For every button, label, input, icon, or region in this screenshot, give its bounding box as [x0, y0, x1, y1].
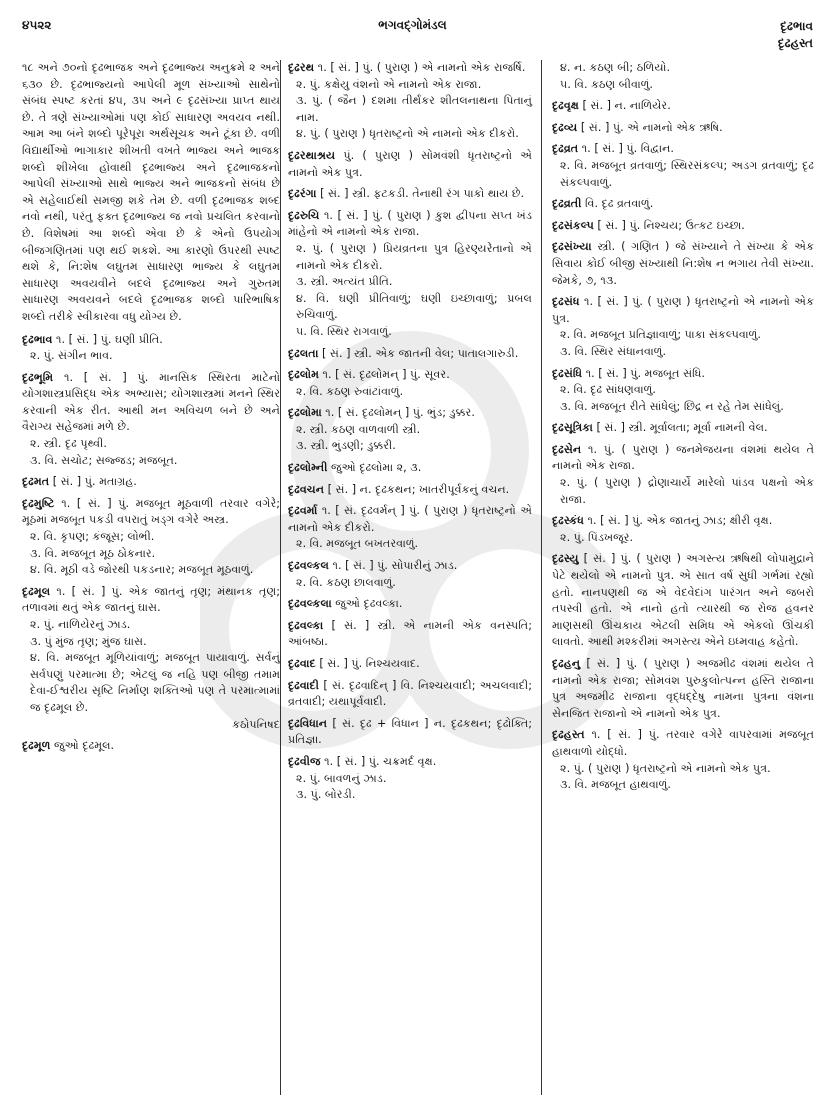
entry-sense: જુઓ દૃઢમૂલ.	[54, 739, 115, 753]
entry-sense: ૨. વિ. કઠણ રુવાંટાંવાળું.	[296, 384, 404, 398]
entry-sense: ૫. વિ. સ્થિર રાગવાળું.	[296, 324, 392, 338]
entry-sense: વિ. દૃઢ વ્રતવાળું.	[584, 197, 654, 211]
entry-sense: ૨. વિ. દૃઢ સાંધણવાળું.	[560, 383, 656, 397]
entry-headword: દૃઢભાવ	[22, 332, 53, 346]
entry-sense: જુઓ દૃઢવલ્કા.	[335, 597, 403, 611]
entry-sense: ૧. [ સં. ] પું. ( પુરાણ ) એ નામનો એક રાજર્ષિ.	[317, 61, 526, 74]
entry-headword: દૃઢવ્રતી	[552, 197, 582, 211]
column-1	[22, 60, 280, 760]
dictionary-entry	[288, 346, 532, 363]
entry-sense: ૨. વિ. મજબૂત વ્રતવાળું; સ્થિરસંકલ્પ; અડગ વ્રતવાળું; દૃઢ સંકલ્પવાળું.	[560, 158, 814, 189]
entry-sense: ૧. [ સં. ] પું. ઘણી પ્રીતિ.	[56, 332, 163, 346]
entry-headword: દૃઢમત	[22, 475, 50, 489]
entry-sense: ૪. પું. ( પુરાણ ) ધૃતરાષ્ટ્રનો એ નામનો એક દીકરો.	[296, 127, 519, 141]
entry-sense: [ સં. ] ન. દૃઢકથન; ખાતરીપૂર્વકનું વચન.	[327, 482, 510, 496]
guide-words	[778, 18, 813, 52]
entry-sense: ૩. વિ. મજબૂત રીતે સાંધેલું; છિદ્ર ન રહે તેમ સાંધેલું.	[560, 399, 784, 413]
entry-sense: ૪. વિ. મજબૂત મૂળિયાંવાળું; મજબૂત પાયાવાળું. સર્વનું સર્વપણું પરમાત્મા છે; એટલું જ નહિ પણ બીજી તમામ દેવા-ઈશ્વરીય સૃષ્ટિ નિર્માણ શક્તિઓ પણ તે પરમાત્મામાં જ દૃઢમૂલ છે.	[30, 651, 280, 714]
entry-sense: ૩. સ્ત્રી. ભુંડણી; ડુક્કરી.	[296, 439, 396, 453]
guide-word-last: દૃઢહસ્ત	[777, 36, 813, 50]
dictionary-entry	[552, 239, 814, 289]
quote-source: કઠોપનિષદ	[232, 717, 280, 731]
entry-sense: જુઓ દૃઢલોમા ૨, ૩.	[330, 461, 422, 475]
entry-headword: દૃઢલતા	[288, 346, 319, 360]
entry-headword: દૃઢરુચિ	[288, 208, 320, 222]
entry-sense: ૩. સ્ત્રી. અત્યંત પ્રીતિ.	[296, 275, 393, 289]
entry-sense: ૧. [ સં. ] પું. માનસિક સ્થિરતા માટેનો યોગશાસ્ત્રપ્રસિદ્ધ એક અભ્યાસ; યોગશાસ્ત્રમાં મનને સ્થિર કરવાની એક રીત. આથી મન અવિચળ બને છે અને વૈરાગ્ય સહેજમાં મળે છે.	[22, 370, 280, 434]
entry-headword: દૃઢસંધ	[552, 295, 580, 309]
entry-headword: દૃઢમૂલ	[22, 584, 51, 598]
entry-sense: ૩. વિ. મજબૂત હાથવાળું.	[560, 778, 671, 792]
guide-word-first: દૃઢભાવ	[780, 19, 813, 33]
entry-headword: દૃઢવલ્કા	[288, 618, 324, 632]
dictionary-entry	[288, 208, 532, 341]
entry-sense: ૧. [ સં. ] પું. ચક્રમર્દ વૃક્ષ.	[324, 754, 437, 768]
entry-sense: ૧. [ સં. ] પું. ( પુરાણ ) ધૃતરાષ્ટ્રનો એ નામનો એક પુત્ર.	[552, 295, 814, 325]
entry-headword: દૃઢલોમ	[288, 368, 319, 382]
entry-sense: ૨. સ્ત્રી. કઠણ વાળવાળી સ્ત્રી.	[296, 422, 421, 436]
entry-sense: સ્ત્રી. ( ગણિત ) જે સંખ્યાને તે સંખ્યા કે એક સિવાય કોઈ બીજી સંખ્યાથી નિ:શેષ ન ભગાય તેવી સંખ્યા. જેમકે, ૭, ૧૩.	[552, 240, 814, 287]
entry-sense: ૨. પું. ( પુરાણ ) પ્રિયવ્રતના પુત્ર હિરણ્યરેતાનો એ નામનો એક દીકરો.	[296, 241, 532, 272]
entry-headword: દૃઢસ્યુ	[552, 552, 579, 566]
dictionary-entry	[552, 294, 814, 360]
entry-sense: [ સં. ] પું. નિશ્ચયવાદ.	[319, 657, 420, 670]
dictionary-entry	[22, 332, 280, 365]
intro-paragraph: ૧૮ અને ૭૦નો દૃઢભાજક અને દૃઢભાજ્ય અનુક્રમે ૨ અને ૬૩૦ છે. દૃઢભાજ્યનો આપેલી મૂળ સંખ્યાઓ સાથેનો સંબંધ સ્પષ્ટ કરતાં ૪૫, ૩૫ અને ૯ દૃઢસંખ્યા પ્રાપ્ત થાય છે. તે ત્રણે સંખ્યાઓમાં પણ કોઈ સાધારણ અવયવ નથી. આમ આ બંને શબ્દો પૂરેપૂરા અર્થસૂચક અને ટૂંકા છે. વળી વિદ્યાર્થીઓ ભાગાકાર શીખતી વખતે ભાજ્ય અને ભાજક શબ્દો શીખેલા હોવાથી દૃઢભાજ્ય અને દૃઢભાજકનો આપેલી સંખ્યાઓ સાથે ભાજ્ય અને ભાજકનો સંબંધ છે એ સહેલાઈથી સમજી શકે તેમ છે. વળી દૃઢભાજક શબ્દ નવો નથી, પરંતુ ફક્ત દૃઢભાજ્ય જ નવો પ્રચલિત કરવાનો છે. વિશેષમાં આ શબ્દો એવા છે કે એનો ઉપયોગ બીજગણિતમાં પણ થઈ શકશે. આ કારણો ઉપરથી સ્પષ્ટ થશે કે, નિ:શેષ લઘુતમ સાધારણ ભાજ્ય કે લઘુતમ સાધારણ અવયવીને બદલે દૃઢભાજ્ય અને ગુરુતમ સાધારણ અવયવને બદલે દૃઢભાજક શબ્દો પારિભાષિક શબ્દો તરીકે સ્વીકારવા વધુ યોગ્ય છે.	[22, 61, 280, 323]
dictionary-entry	[552, 513, 814, 546]
entry-sense: ૧. [ સં. ] પું. મજબૂત મૂઠવાળી તરવાર વગેરે; મૂઠમાં મજબૂત પકડી વપરાતું ખડ્ગ વગેરે અસ્ત્ર.	[22, 496, 281, 527]
dictionary-entry	[22, 584, 280, 733]
entry-headword: દૃઢમૂળ	[22, 739, 51, 753]
dictionary-entry	[552, 98, 814, 115]
dictionary-entry	[552, 551, 814, 651]
entry-sense: ૨. પું. કક્ષેયુ વંશનો એ નામનો એક રાજા.	[296, 77, 482, 91]
dictionary-entry	[288, 482, 532, 499]
entry-headword: દૃઢસૂત્રિકા	[552, 421, 593, 435]
dictionary-entry	[22, 370, 280, 470]
entry-sense: ૨. વિ. મજબૂત પ્રતિજ્ઞાવાળું; પાકા સંકલ્પવાળું.	[560, 328, 761, 342]
entry-headword: દૃઢસંકલ્પ	[552, 218, 594, 232]
entry-headword: દૃઢવ્ય	[552, 120, 578, 134]
entry-sense: ૧. [ સં. ] પું. તરવાર વગેરે વાપરવામાં મજબૂત હાથવાળો યોદ્ધો.	[552, 728, 814, 758]
dictionary-entry	[552, 218, 814, 235]
dictionary-entry	[552, 656, 814, 722]
entry-headword: દૃઢવલ્કલા	[288, 597, 332, 611]
entry-sense: ૧. [ સં. ] પું. એક જાતનું તૃણ; મંથાનક તૃણ; તળાવમાં થતું એક જાતનું ઘાસ.	[22, 584, 280, 615]
entry-sense: [ સં. ] પું. મતાગ્રહ.	[52, 475, 137, 489]
entry-headword: દૃઢવીજ	[288, 754, 321, 768]
dictionary-entry	[288, 678, 532, 711]
dictionary-entry	[288, 716, 532, 749]
dictionary-entry	[552, 727, 814, 793]
entry-headword: દૃઢરથ	[288, 61, 315, 74]
entry-sense: [ સં. ] સ્ત્રી. મૂર્વાલતા; મૂર્વા નામની વેલ.	[596, 421, 768, 435]
entry-sense: [ સં. ] સ્ત્રી. એક જાતની વેલ; પાતાલગારુડી.	[322, 346, 519, 360]
entry-sense: ૧. [ સં. ] પું. એક જાતનું ઝાડ; ક્ષીરી વૃક્ષ.	[587, 514, 773, 528]
column-2	[288, 60, 532, 809]
entry-sense: ૨. પું. ( પુરાણ ) દ્રોણાચાર્યે મારેલો પાંડવ પક્ષનો એક રાજા.	[560, 476, 814, 506]
dictionary-entry	[288, 460, 532, 477]
column-divider	[280, 60, 281, 1095]
entry-sense: ૧. [ સં. દૃઢવર્મન્ ] પું. ( પુરાણ ) ધૃતરાષ્ટ્રનો એ નામનો એક દીકરો.	[288, 504, 532, 534]
entry-sense: [ સં. દૃઢવાદિન્ ] વિ. નિશ્ચયવાદી; અચલવાદી; વ્રતવાદી; યથાપૂર્વવાદી.	[288, 678, 532, 709]
entry-sense: [ સં. ] પું. એ નામનો એક ઋષિ.	[580, 120, 723, 134]
column-3	[552, 60, 814, 799]
entry-sense: ૨. સ્ત્રી. દૃઢ પૃથ્વી.	[30, 437, 107, 451]
entry-sense: ૪. વિ. ઘણી પ્રીતિવાળું; ઘણી ઇચ્છાવાળું; પ્રબલ રુચિવાળું.	[296, 291, 532, 322]
dictionary-entry	[22, 738, 280, 755]
dictionary-entry	[552, 442, 814, 508]
entry-headword: દૃઢવિધાન	[288, 716, 328, 730]
dictionary-entry	[288, 656, 532, 673]
entry-headword: દૃઢવલ્કલ	[288, 559, 329, 573]
entry-sense: ૩. પું મુંજ તૃણ; મુંજ ઘાસ.	[30, 634, 147, 648]
page-number: ૪૫૨૨	[22, 18, 52, 32]
entry-headword: દૃઢવાદી	[288, 678, 319, 692]
entry-headword: દૃઢવ્રત	[552, 142, 579, 156]
entry-sense: ૨. પું. બાવળનું ઝાડ.	[296, 771, 387, 785]
entry-sense: ૨. વિ. મજબૂત બખતરવાળું.	[296, 537, 419, 551]
entry-sense: ૨. પું. સંગીન ભાવ.	[30, 349, 113, 363]
dictionary-entry	[288, 148, 532, 181]
entry-sense: ૨. પું. નાળિયેરનું ઝાડ.	[30, 618, 131, 631]
entry-sense: ૩. પું. બોરડી.	[296, 788, 356, 802]
entry-headword: દૃઢભૂમિ	[22, 370, 54, 384]
dictionary-entry	[288, 405, 532, 455]
column-divider	[541, 60, 542, 1095]
entry-headword: દૃઢરથાશ્રય	[288, 148, 336, 162]
entry-headword: દૃઢહસ્ત	[552, 728, 585, 742]
entry-sense: ૩. વિ. સ્થિર સંધાનવાળું.	[560, 344, 667, 358]
entry-headword: દૃઢવચન	[288, 482, 325, 496]
dictionary-entry	[552, 196, 814, 213]
entry-sense: [ સં. ] પું. ( પુરાણ ) અજમીઢ વંશમાં થયેલ તે નામનો એક રાજા; સોમવંશ પુરુકુલોત્પન્ન હસ્તિ રાજાના પુત્ર અજમીઢ રાજાના વૃદ્ધદ્દેષુ નામના પુત્રના વંશના સેનજિત રાજાનો એ નામનો એક પુત્ર.	[552, 657, 814, 720]
dictionary-entry	[288, 754, 532, 804]
dictionary-entry	[288, 367, 532, 400]
entry-headword: દૃઢમુષ્ટિ	[22, 496, 55, 510]
entry-sense: ૧. [ સં. ] પું. ( પુરાણ ) કુશ દ્વીપના સપ્ત ખંડ માંહેનો એ નામનો એક રાજા.	[288, 208, 532, 239]
entry-headword: દૃઢલોમા	[288, 406, 322, 420]
dictionary-entry	[288, 60, 532, 143]
entry-sense: ૨. પું. પિંડખજૂર.	[560, 530, 634, 544]
dictionary-entry	[552, 141, 814, 191]
book-title: ભગવદ્ગોમંડલ	[378, 18, 447, 32]
entry-sense: ૧. [ સં. દૃઢલોમન્ ] પું. ભુંડ; ડુક્કર.	[325, 406, 475, 420]
dictionary-entry	[288, 618, 532, 651]
dictionary-entry	[288, 558, 532, 591]
entry-sense: પું. ( પુરાણ ) સોમવંશી ધૃતરાષ્ટ્રનો એ નામનો એક પુત્ર.	[288, 148, 532, 179]
continuation-sense: ૪. ન. કઠણ બી; ઠળિયો.	[560, 61, 671, 74]
entry-sense: [ સં. દૃઢ + વિધાન ] ન. દૃઢકથન; દૃઢોક્તિ; પ્રતિજ્ઞા.	[288, 716, 533, 747]
dictionary-entry	[552, 420, 814, 437]
entry-headword: દૃઢવાદ	[288, 657, 316, 670]
entry-headword: દૃઢસંધિ	[552, 366, 583, 380]
entry-headword: દૃઢસ્કંધ	[552, 514, 584, 528]
dictionary-entry	[288, 186, 532, 203]
continuation-sense: ૫. વિ. કઠણ બીવાળું.	[560, 77, 653, 91]
entry-sense: ૧. [ સં. ] પું. વિદ્વાન.	[581, 142, 674, 156]
entry-sense: [ સં. ] પું. નિશ્ચય; ઉત્કટ ઇચ્છા.	[597, 218, 745, 232]
entry-headword: દૃઢસેન	[552, 442, 582, 456]
entry-headword: દૃઢવૃક્ષ	[552, 99, 579, 113]
entry-sense: ૩. પું. ( જૈન ) દશમા તીર્થંકર શીતલનાથના પિતાનું નામ.	[296, 94, 532, 124]
entry-sense: ૧. [ સં. ] પું. સોપારીનું ઝાડ.	[332, 559, 458, 573]
entry-sense: [ સં. ] સ્ત્રી. એ નામની એક વનસ્પતિ; આંબષ્ઠા.	[288, 618, 532, 649]
entry-sense: ૧. [ સં. ] પું. મજબૂત સંધિ.	[585, 366, 705, 380]
entry-sense: ૨. વિ. કૃપણ; કંજૂસ; લોભી.	[30, 530, 155, 544]
entry-sense: [ સં. ] પું. ( પુરાણ ) અગસ્ત્ય ઋષિથી લોપામુદ્રાને પેટે થયેલો એ નામનો પુત્ર. એ સાત વર્ષ સુધી ગર્ભમાં રહ્યો હતો. નાનપણથી જ એ વેદવેદાંગ પારંગત અને જબરો તપસ્વી હતો. એ નાનો હતો ત્યારથી જ રોજ હવનર માણસથી ઊંચકાય એટલી સમિધ એ એકલો ઊંચકી લાવતો. આથી મશ્કરીમાં અગસ્ત્ય એને ઇધ્મવાહ કહેતો.	[552, 552, 815, 649]
dictionary-entry	[22, 474, 280, 491]
entry-sense: ૧. [ સં. દૃઢલોમન્ ] પું. સૂવર.	[322, 368, 450, 382]
dictionary-entry	[288, 596, 532, 613]
entry-sense: ૨. વિ. કઠણ છાલવાળું.	[296, 575, 396, 589]
entry-sense: ૩. વિ. સચોટ; સજ્જડ; મજબૂત.	[30, 453, 178, 467]
dictionary-entry	[288, 503, 532, 553]
entry-sense: ૪. વિ. મૂઠી વડે જોરથી પકડનાર; મજબૂત મૂઠવાળું.	[30, 563, 254, 577]
entry-sense: ૧. પું. ( પુરાણ ) જનમેજયના વંશમાં થયેલ તે નામનો એક રાજા.	[552, 442, 814, 473]
entry-sense: ૨. પું. ( પુરાણ ) ધૃતરાષ્ટ્રનો એ નામનો એક પુત્ર.	[560, 761, 771, 775]
entry-headword: દૃઢસંખ્યા	[552, 240, 592, 254]
entry-headword: દૃઢહનુ	[552, 657, 581, 670]
entry-headword: દૃઢવર્મા	[288, 504, 318, 518]
dictionary-entry	[552, 120, 814, 137]
dictionary-entry	[552, 366, 814, 416]
entry-headword: દૃઢલોમ્ની	[288, 461, 328, 475]
entry-headword: દૃઢરંગા	[288, 187, 317, 201]
entry-sense: [ સં. ] ન. નાળિયેર.	[582, 99, 671, 113]
dictionary-entry	[22, 496, 280, 579]
entry-sense: ૩. વિ. મજબૂત મૂઠ ઠોકનાર.	[30, 546, 156, 560]
page-header	[0, 18, 825, 58]
entry-sense: [ સં. ] સ્ત્રી. ફટકડી. તેનાથી રંગ પાકો થાય છે.	[320, 187, 525, 201]
